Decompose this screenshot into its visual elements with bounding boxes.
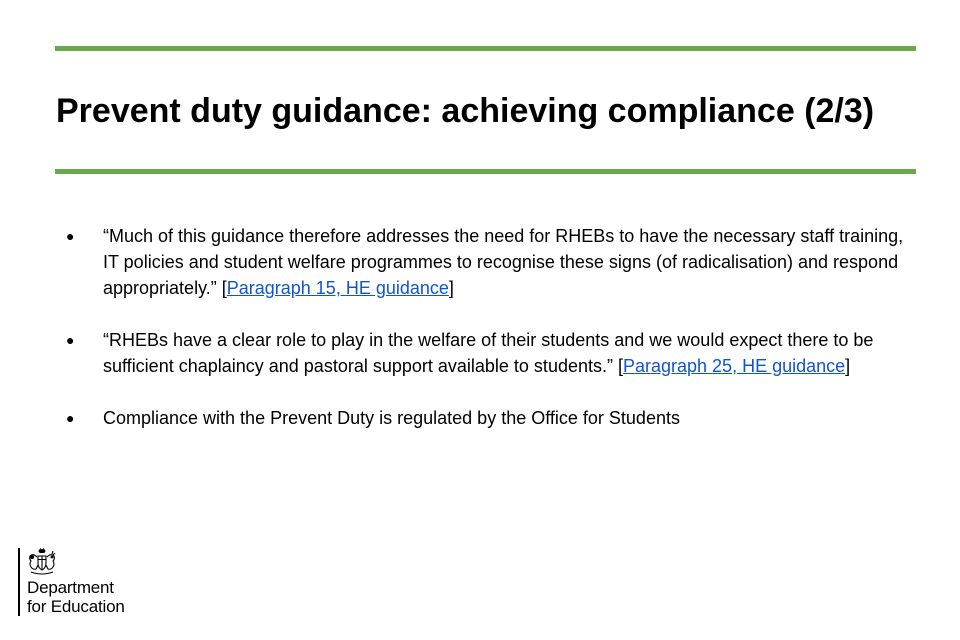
bullet-text: “RHEBs have a clear role to play in the welfare of their students and we would expect there to be sufficient chaplaincy and pastoral support available to students.” [	[103, 330, 874, 376]
paragraph-25-link[interactable]: Paragraph 25, HE guidance	[622, 356, 846, 376]
logo-rule	[18, 548, 20, 616]
list-item	[66, 223, 916, 301]
bullet-marker: ●	[66, 332, 75, 348]
dfe-logo	[18, 548, 158, 616]
bullet-text-end: ]	[845, 356, 851, 376]
department-name	[27, 578, 125, 616]
paragraph-15-link[interactable]: Paragraph 15, HE guidance	[226, 278, 449, 298]
department-line-1: Department	[27, 578, 114, 597]
bullet-marker: ●	[66, 228, 75, 244]
bullet-text-end: ]	[448, 278, 454, 298]
list-item	[66, 405, 916, 431]
royal-coat-of-arms-icon	[26, 548, 58, 576]
bullet-text: Compliance with the Prevent Duty is regulated by the Office for Students	[103, 408, 680, 428]
list-item	[66, 327, 916, 379]
slide-title: Prevent duty guidance: achieving compliance (2/3)	[56, 92, 875, 130]
title-bottom-rule	[55, 169, 916, 174]
bullet-text: “Much of this guidance therefore addresses the need for RHEBs to have the necessary staff training, IT policies and student welfare programmes to recognise these signs (of radicalisation) and respond appropriately.” [	[103, 226, 904, 298]
bullet-marker: ●	[66, 410, 75, 426]
title-top-rule	[55, 46, 916, 51]
bullet-list	[66, 223, 916, 431]
department-line-2: for Education	[27, 597, 125, 616]
